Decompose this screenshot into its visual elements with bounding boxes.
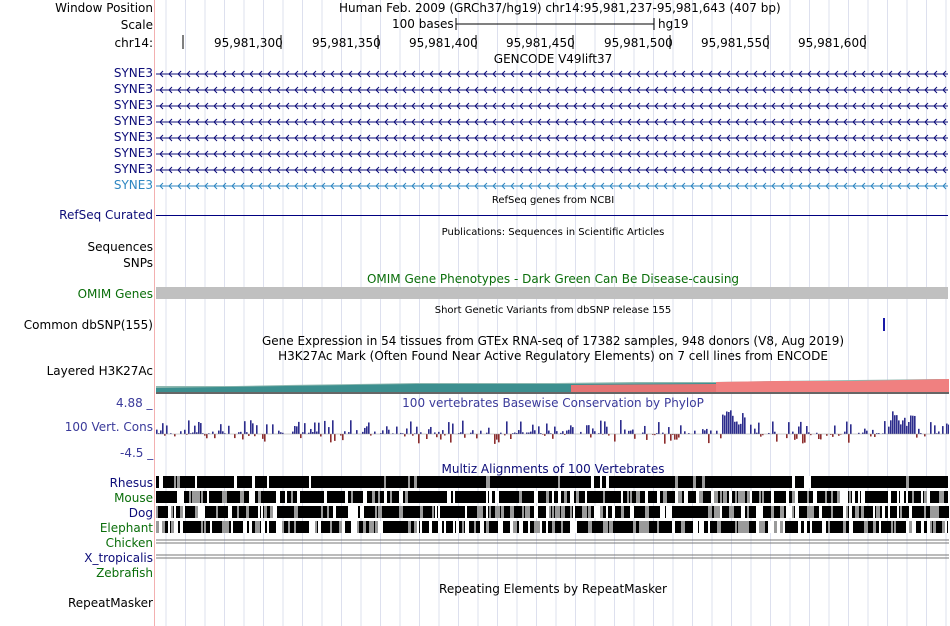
- gencode-transcript-line[interactable]: [156, 86, 948, 94]
- cons-min-label: -4.5 _: [120, 446, 154, 460]
- ruler-tick-label: 95,981,450: [506, 36, 575, 50]
- cons-track-title: 100 vertebrates Basewise Conservation by PhyloP: [402, 396, 704, 410]
- refseq-track-title: RefSeq genes from NCBI: [491, 195, 615, 206]
- refseq-gene-line[interactable]: [156, 215, 948, 216]
- h3k27ac-track-title: H3K27Ac Mark (Often Found Near Active Regulatory Elements) on 7 cell lines from ENCODE: [278, 349, 828, 363]
- gencode-transcript-label[interactable]: SYNE3: [113, 66, 153, 80]
- multiz-species-label[interactable]: Mouse: [114, 491, 153, 505]
- window-position-label: Window Position: [55, 1, 153, 15]
- omim-gene-bar[interactable]: [156, 287, 948, 299]
- gencode-transcript-line[interactable]: [156, 118, 948, 126]
- ruler-tick-label: 95,981,550: [701, 36, 770, 50]
- ruler-tick-label: 95,981,400: [409, 36, 478, 50]
- gencode-transcript-label[interactable]: SYNE3: [113, 114, 153, 128]
- gencode-transcript-label[interactable]: SYNE3: [113, 162, 153, 176]
- scale-assembly: hg19: [658, 17, 689, 31]
- publications-sequences-label[interactable]: Sequences: [87, 240, 153, 254]
- repeatmasker-track-title: Repeating Elements by RepeatMasker: [439, 582, 667, 596]
- label-divider: [154, 0, 155, 626]
- multiz-species-label[interactable]: Dog: [128, 506, 153, 520]
- multiz-species-label[interactable]: Chicken: [105, 536, 153, 550]
- h3k27ac-signal[interactable]: [156, 376, 949, 394]
- multiz-species-label[interactable]: X_tropicalis: [84, 551, 153, 565]
- cons-track-label[interactable]: 100 Vert. Cons: [64, 420, 153, 434]
- ruler-tick-label: 95,981,600: [798, 36, 867, 50]
- gencode-transcript-label[interactable]: SYNE3: [113, 82, 153, 96]
- omim-track-title: OMIM Gene Phenotypes - Dark Green Can Be Disease-causing: [366, 272, 740, 286]
- gencode-transcript-line[interactable]: [156, 134, 948, 142]
- cons-max-label: 4.88 _: [116, 396, 153, 410]
- repeatmasker-track-label[interactable]: RepeatMasker: [67, 596, 153, 610]
- publications-snps-label[interactable]: SNPs: [123, 256, 153, 270]
- gencode-transcript-label[interactable]: SYNE3: [113, 98, 153, 112]
- gencode-transcript-label[interactable]: SYNE3: [113, 146, 153, 160]
- gencode-track-title: GENCODE V49lift37: [493, 52, 613, 66]
- cons-wiggle[interactable]: [156, 408, 949, 462]
- gencode-transcript-line[interactable]: [156, 70, 948, 78]
- ruler-tick-label: 95,981,500: [604, 36, 673, 50]
- multiz-species-label[interactable]: Rhesus: [109, 476, 153, 490]
- chrom-label: chr14:: [114, 36, 153, 50]
- multiz-alignment[interactable]: [156, 475, 949, 561]
- multiz-species-label[interactable]: Zebrafish: [96, 566, 153, 580]
- gencode-transcript-line[interactable]: [156, 102, 948, 110]
- multiz-track-title: Multiz Alignments of 100 Vertebrates: [441, 462, 665, 476]
- window-position-value: Human Feb. 2009 (GRCh37/hg19) chr14:95,981,237-95,981,643 (407 bp): [339, 1, 781, 15]
- dbsnp-track-label[interactable]: Common dbSNP(155): [23, 318, 153, 332]
- gencode-transcript-label[interactable]: SYNE3: [113, 130, 153, 144]
- h3k27ac-track-label[interactable]: Layered H3K27Ac: [46, 364, 153, 378]
- gencode-transcript-line[interactable]: [156, 150, 948, 158]
- publications-track-title: Publications: Sequences in Scientific Articles: [441, 227, 665, 238]
- refseq-track-label[interactable]: RefSeq Curated: [59, 208, 153, 222]
- gencode-transcript-line[interactable]: [156, 182, 948, 190]
- scale-bar: [455, 16, 655, 32]
- ruler-tick-label: 95,981,300: [214, 36, 283, 50]
- scale-label: Scale: [120, 18, 153, 32]
- ruler-tick-label: 95,981,350: [312, 36, 381, 50]
- gencode-transcript-line[interactable]: [156, 166, 948, 174]
- omim-track-label[interactable]: OMIM Genes: [77, 287, 153, 301]
- dbsnp-variant[interactable]: [883, 318, 885, 331]
- multiz-species-label[interactable]: Elephant: [99, 521, 153, 535]
- dbsnp-track-title: Short Genetic Variants from dbSNP release 155: [434, 305, 672, 316]
- gtex-track-title: Gene Expression in 54 tissues from GTEx RNA-seq of 17382 samples, 948 donors (V8, Aug 2019): [261, 334, 845, 348]
- gencode-transcript-label[interactable]: SYNE3: [113, 178, 153, 192]
- scale-text: 100 bases: [392, 17, 454, 31]
